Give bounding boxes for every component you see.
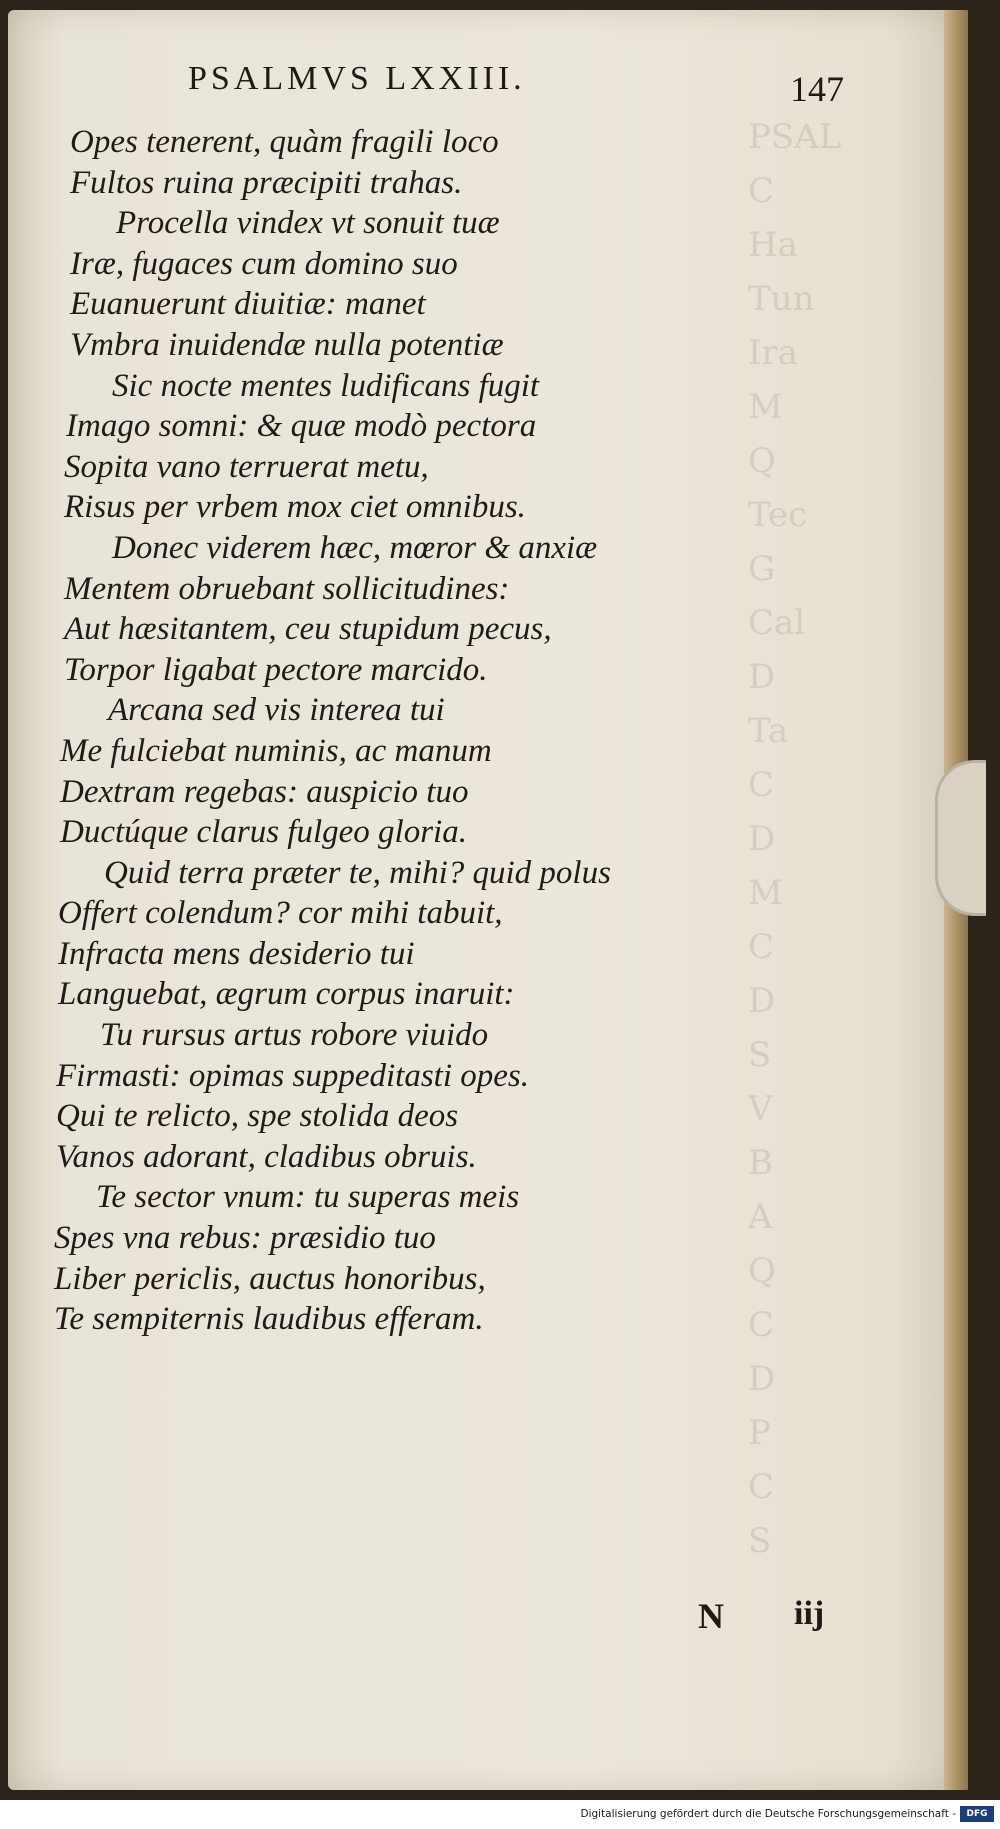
verse-line: Imago somni: & quæ modò pectora [66,408,537,445]
verse-line: Donec viderem hæc, mœror & anxiæ [112,529,598,566]
verse-line: Torpor ligabat pectore marcido. [64,651,488,688]
catchword: N [698,1596,724,1636]
credit-bar [0,1800,1000,1829]
verse-line: Fultos ruina præcipiti trahas. [70,164,463,201]
show-through-text: PSAL C Ha Tun Ira M Q Tec G Cal D Ta C D M C D S V B A Q C D P C S [748,117,842,1561]
verse-line: Te sempiternis laudibus efferam. [54,1301,484,1338]
verse-line: Quid terra præter te, mihi? quid polus [104,854,611,891]
verse-line: Sopita vano terruerat metu, [64,448,429,485]
verse-line: Iræ, fugaces cum domino suo [70,245,458,282]
verse-line: Languebat, ægrum corpus inaruit: [58,976,515,1013]
verse-line: Tu rursus artus robore viuido [100,1017,489,1054]
verse-line: Liber periclis, auctus honoribus, [54,1260,486,1297]
verse-line: Qui te relicto, spe stolida deos [56,1098,459,1135]
verse-line: Infracta mens desiderio tui [58,935,415,972]
verse-line: Vmbra inuidendæ nulla potentiæ [70,326,504,363]
verse-line: Aut hæsitantem, ceu stupidum pecus, [64,611,552,648]
verse-line: Risus per vrbem mox ciet omnibus. [64,489,526,526]
funding-credit: Digitalisierung gefördert durch die Deutsche Forschungsgemeinschaft - [580,1808,956,1820]
book-clasp [935,760,986,916]
verse-line: Me fulciebat numinis, ac manum [60,732,492,769]
verse-line: Arcana sed vis interea tui [108,692,445,729]
verse-line: Firmasti: opimas suppeditasti opes. [56,1057,530,1094]
verse-line: Ductúque clarus fulgeo gloria. [60,814,467,851]
page-number: 147 [790,69,844,109]
verse-line: Offert colendum? cor mihi tabuit, [58,895,503,932]
verse-line: Euanuerunt diuitiæ: manet [70,286,426,323]
verse-line: Mentem obruebant sollicitudines: [64,570,510,607]
verse-line: Vanos adorant, cladibus obruis. [56,1138,477,1175]
running-head: PSALMVS LXXIII. [188,60,526,97]
verse-line: Spes vna rebus: præsidio tuo [54,1220,436,1257]
verse-line: Te sector vnum: tu superas meis [96,1179,520,1216]
dfg-logo-icon: DFG [960,1806,994,1822]
verse-line: Opes tenerent, quàm fragili loco [70,124,499,160]
verse-line: Procella vindex vt sonuit tuæ [116,205,500,242]
signature-mark: iij [794,1595,825,1632]
book-page [8,10,968,1790]
verse-line: Dextram regebas: auspicio tuo [60,773,469,810]
verse-block [8,122,908,1340]
verse-line: Sic nocte mentes ludificans fugit [112,367,540,404]
